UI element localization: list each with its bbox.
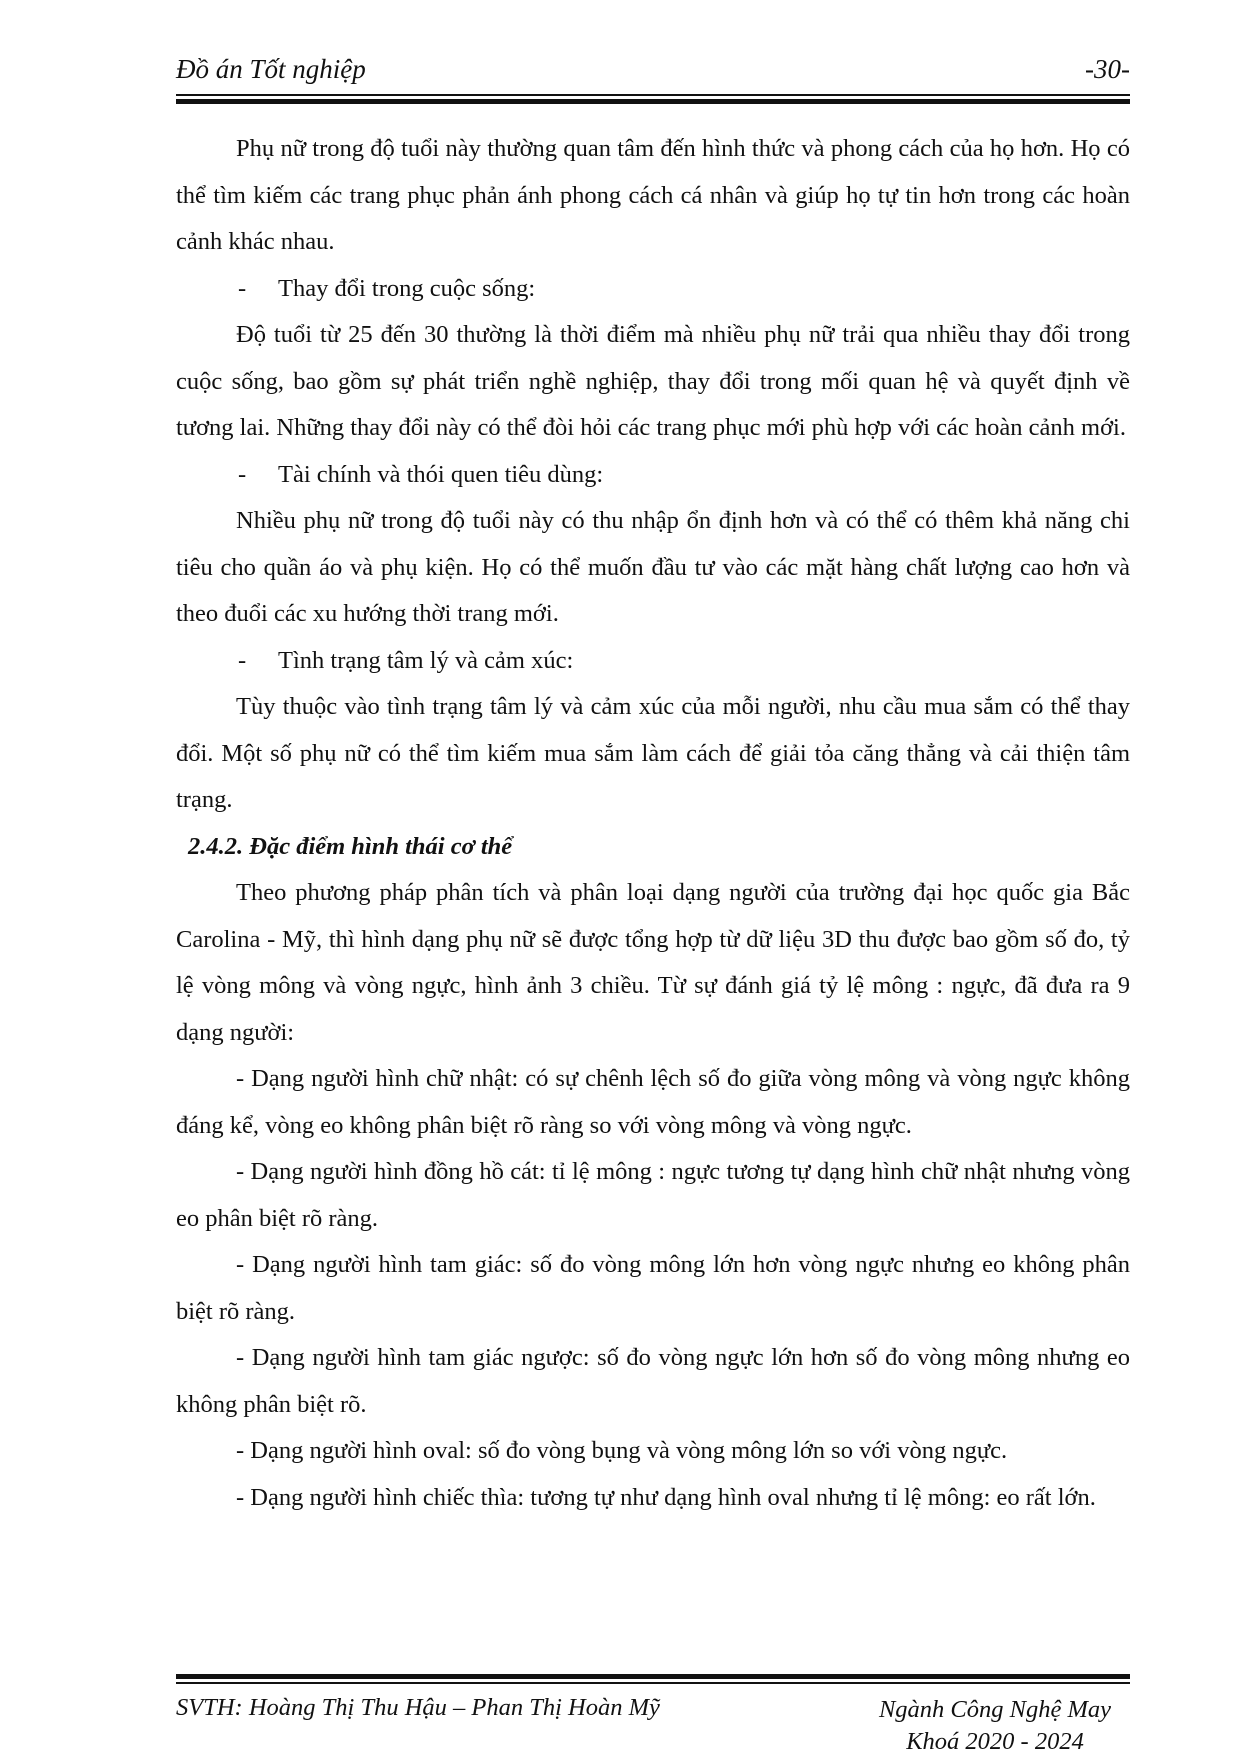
bullet-item xyxy=(176,638,1130,685)
header-rule-thin xyxy=(176,94,1130,96)
paragraph: - Dạng người hình chữ nhật: có sự chênh lệch số đo giữa vòng mông và vòng ngực không đáng kể, vòng eo không phân biệt rõ ràng so với vòng mông và vòng ngực. xyxy=(176,1065,1130,1139)
paragraph: Nhiều phụ nữ trong độ tuổi này có thu nhập ổn định hơn và có thể có thêm khả năng chi tiêu cho quần áo và phụ kiện. Họ có thể muốn đầu tư vào các mặt hàng chất lượng cao hơn và theo đuổi các xu hướng thời trang mới. xyxy=(176,507,1130,627)
page-footer xyxy=(176,1674,1130,1754)
paragraph: Tùy thuộc vào tình trạng tâm lý và cảm xúc của mỗi người, nhu cầu mua sắm có thể thay đổi. Một số phụ nữ có thể tìm kiếm mua sắm làm cách để giải tỏa căng thẳng và cải thiện tâm trạng. xyxy=(176,693,1130,813)
footer-major: Ngành Công Nghệ May xyxy=(878,1696,1112,1723)
page-body xyxy=(176,126,1130,1521)
footer-cohort: Khoá 2020 - 2024 xyxy=(906,1728,1084,1755)
bullet-text: Thay đổi trong cuộc sống: xyxy=(278,274,536,302)
paragraph: Phụ nữ trong độ tuổi này thường quan tâm đến hình thức và phong cách của họ hơn. Họ có thể tìm kiếm các trang phục phản ánh phong cách cá nhân và giúp họ tự tin hơn trong các hoàn cảnh khác nhau. xyxy=(176,135,1130,255)
bullet-text: Tài chính và thói quen tiêu dùng: xyxy=(278,460,604,488)
section-heading: 2.4.2. Đặc điểm hình thái cơ thể xyxy=(188,832,513,860)
footer-rule-thick xyxy=(176,1674,1130,1679)
footer-authors: SVTH: Hoàng Thị Thu Hậu – Phan Thị Hoàn Mỹ xyxy=(176,1694,660,1721)
bullet-mark: - xyxy=(238,646,247,674)
footer-rule-thin xyxy=(176,1682,1130,1684)
bullet-item xyxy=(176,266,1130,313)
paragraph: Theo phương pháp phân tích và phân loại dạng người của trường đại học quốc gia Bắc Carolina - Mỹ, thì hình dạng phụ nữ sẽ được tổng hợp từ dữ liệu 3D thu được bao gồm số đo, tỷ lệ vòng mông và vòng ngực, hình ảnh 3 chiều. Từ sự đánh giá tỷ lệ mông : ngực, đã đưa ra 9 dạng người: xyxy=(176,879,1130,1046)
document-title: Đồ án Tốt nghiệp xyxy=(176,54,366,84)
page-number: -30- xyxy=(1085,54,1130,84)
paragraph: - Dạng người hình tam giác ngược: số đo vòng ngực lớn hơn số đo vòng mông nhưng eo không phân biệt rõ. xyxy=(176,1344,1130,1418)
bullet-mark: - xyxy=(238,460,247,488)
paragraph: - Dạng người hình đồng hồ cát: tỉ lệ mông : ngực tương tự dạng hình chữ nhật nhưng vòng eo phân biệt rõ ràng. xyxy=(176,1158,1130,1232)
footer-program xyxy=(860,1694,1130,1758)
paragraph: - Dạng người hình tam giác: số đo vòng mông lớn hơn vòng ngực nhưng eo không phân biệt rõ ràng. xyxy=(176,1251,1130,1325)
bullet-text: Tình trạng tâm lý và cảm xúc: xyxy=(278,646,574,674)
bullet-item xyxy=(176,452,1130,499)
bullet-mark: - xyxy=(238,274,247,302)
page-header xyxy=(176,50,1130,96)
paragraph: - Dạng người hình oval: số đo vòng bụng và vòng mông lớn so với vòng ngực. xyxy=(236,1437,1008,1464)
paragraph: Độ tuổi từ 25 đến 30 thường là thời điểm mà nhiều phụ nữ trải qua nhiều thay đổi trong cuộc sống, bao gồm sự phát triển nghề nghiệp, thay đổi trong mối quan hệ và quyết định về tương lai. Những thay đổi này có thể đòi hỏi các trang phục mới phù hợp với các hoàn cảnh mới. xyxy=(176,321,1130,441)
header-rule-thick xyxy=(176,99,1130,104)
paragraph: - Dạng người hình chiếc thìa: tương tự như dạng hình oval nhưng tỉ lệ mông: eo rất lớn. xyxy=(236,1483,1096,1511)
